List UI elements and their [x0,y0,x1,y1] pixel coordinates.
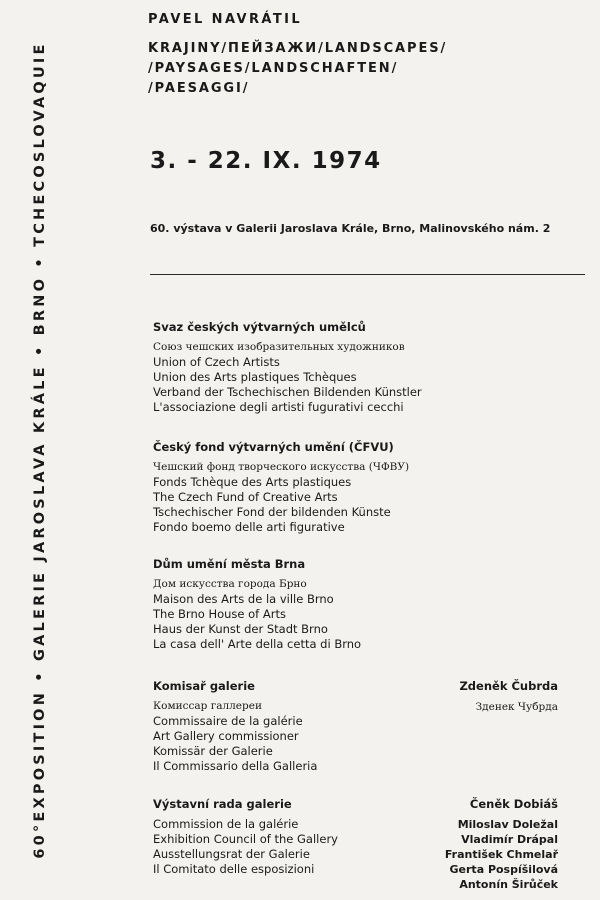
section-line: Чешский фонд творческого искусства (ЧФВУ) [153,461,410,473]
section-line: Commissaire de la galérie [153,714,303,728]
section-line: Union of Czech Artists [153,355,280,369]
section-line: Union des Arts plastiques Tchèques [153,370,357,384]
commissioner-name-cyrillic: Зденек Чубрда [475,701,558,713]
section-commissioner [153,679,317,774]
council-members [445,797,558,892]
exhibition-title [148,39,447,99]
title-line: KRAJINY/ПЕЙЗАЖИ/LANDSCAPES/ [148,41,448,56]
section-line: L'associazione degli artisti fugurativi cecchi [153,400,404,414]
commissioner-name: Zdeněk Čubrda [459,679,558,693]
section-heading: Výstavní rada galerie [153,797,292,811]
sidebar-vertical-text: 60°EXPOSITION • GALERIE JAROSLAVA KRÁLE • BRNO • TCHECOSLOVAQUIE [32,41,48,859]
section-line: Commission de la galérie [153,817,299,831]
section-line: Haus der Kunst der Stadt Brno [153,622,328,636]
section-line: Ausstellungsrat der Galerie [153,847,310,861]
section-heading: Dům umění města Brna [153,557,306,571]
header [148,12,447,99]
section-line: Союз чешских изобразительных художников [153,341,405,353]
council-member: Gerta Pospíšilová [449,863,558,876]
council-member: Čeněk Dobiáš [469,797,558,811]
section-line: Комиссар галлереи [153,700,262,712]
section-union [153,320,422,415]
section-line: The Czech Fund of Creative Arts [153,490,338,504]
section-line: Дом искусства города Брно [153,578,307,590]
section-line: The Brno House of Arts [153,607,286,621]
section-fund [153,440,409,535]
section-line: Maison des Arts de la ville Brno [153,592,334,606]
section-line: Art Gallery commissioner [153,729,299,743]
commissioner-name-block [459,679,558,713]
council-member: Vladimír Drápal [461,833,558,846]
section-line: La casa dell' Arte della cetta di Brno [153,637,362,651]
council-member: Miloslav Doležal [457,818,558,831]
section-line: Fondo boemo delle arti figurative [153,520,345,534]
section-line: Il Comitato delle esposizioni [153,862,315,876]
section-line: Verband der Tschechischen Bildenden Künstler [153,385,422,399]
council-member: Antonín Širůček [459,878,558,891]
section-heading: Svaz českých výtvarných umělců [153,320,366,334]
section-line: Fonds Tchèque des Arts plastiques [153,475,352,489]
section-heading: Komisař galerie [153,679,255,693]
section-heading: Český fond výtvarných umění (ČFVU) [153,440,394,454]
section-line: Komissär der Galerie [153,744,273,758]
venue-info: 60. výstava v Galerii Jaroslava Krále, Brno, Malinovského nám. 2 [150,222,551,235]
exhibition-dates: 3. - 22. IX. 1974 [150,148,382,174]
title-line: /PAESAGGI/ [148,81,250,96]
author-name: PAVEL NAVRÁTIL [148,12,303,27]
section-line: Tschechischer Fond der bildenden Künste [153,505,391,519]
divider-rule [150,274,585,275]
section-council [153,797,338,877]
section-line: Il Commissario della Galleria [153,759,318,773]
council-member: František Chmelař [444,848,558,861]
section-line: Exhibition Council of the Gallery [153,832,338,846]
section-house-of-arts [153,557,361,652]
title-line: /PAYSAGES/LANDSCHAFTEN/ [148,61,399,76]
